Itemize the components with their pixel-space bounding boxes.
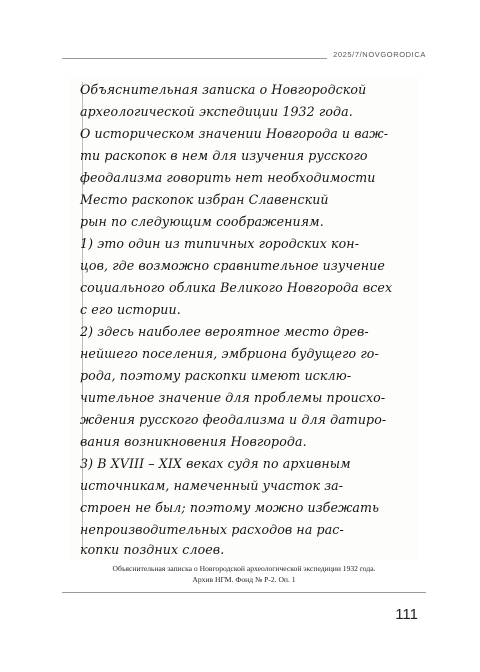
manuscript-line: цов, где возможно сравнительное изучение (80, 258, 385, 273)
manuscript-line: археологической экспедиции 1932 года. (80, 104, 353, 119)
manuscript-line: вания возникновения Новгорода. (80, 434, 307, 449)
manuscript-line: чительное значение для проблемы происхо- (80, 390, 386, 405)
page-number: 111 (395, 606, 418, 623)
manuscript-line: 2) здесь наиболее вероятное место древ- (80, 324, 369, 339)
manuscript-line: источникам, намеченный участок за- (80, 478, 344, 493)
manuscript-line: ти раскопок в нем для изучения русского (80, 148, 368, 163)
manuscript-line: с его истории. (80, 302, 181, 317)
manuscript-line: социального облика Великого Новгорода всех (80, 280, 393, 295)
manuscript-line: рода, поэтому раскопки имеют исклю- (80, 368, 352, 383)
figure-caption (62, 563, 426, 585)
manuscript-line: О историческом значении Новгорода и важ- (80, 126, 389, 141)
manuscript-line: нейшего поселения, эмбриона будущего го- (80, 346, 379, 361)
caption-line-1: Объяснительная записка о Новгородской археологической экспедиции 1932 года. (112, 564, 376, 573)
manuscript-line: непроизводительных расходов на рас- (80, 522, 344, 537)
manuscript-line: Объяснительная записка о Новгородской (80, 82, 367, 97)
caption-line-2: Архив НГМ. Фонд № Р-2. Оп. 1 (192, 575, 296, 584)
manuscript-scan (70, 76, 418, 560)
manuscript-line: 1) это один из типичных городских кон- (80, 236, 360, 251)
manuscript-line: строен не был; поэтому можно избежать (80, 500, 380, 515)
bottom-rule (62, 592, 426, 593)
manuscript-line: феодализма говорить нет необходимости (80, 170, 376, 185)
manuscript-line: Место раскопок избран Славенский (80, 192, 329, 207)
manuscript-line: копки поздних слоев. (80, 542, 225, 557)
manuscript-line: рын по следующим соображениям. (80, 214, 324, 229)
manuscript-line: ждения русского феодализма и для датиро- (80, 412, 387, 427)
running-head: 2025/7/NOVGORODICA (327, 50, 426, 59)
manuscript-line: 3) В XVIII – XIX веках судя по архивным (80, 456, 351, 471)
